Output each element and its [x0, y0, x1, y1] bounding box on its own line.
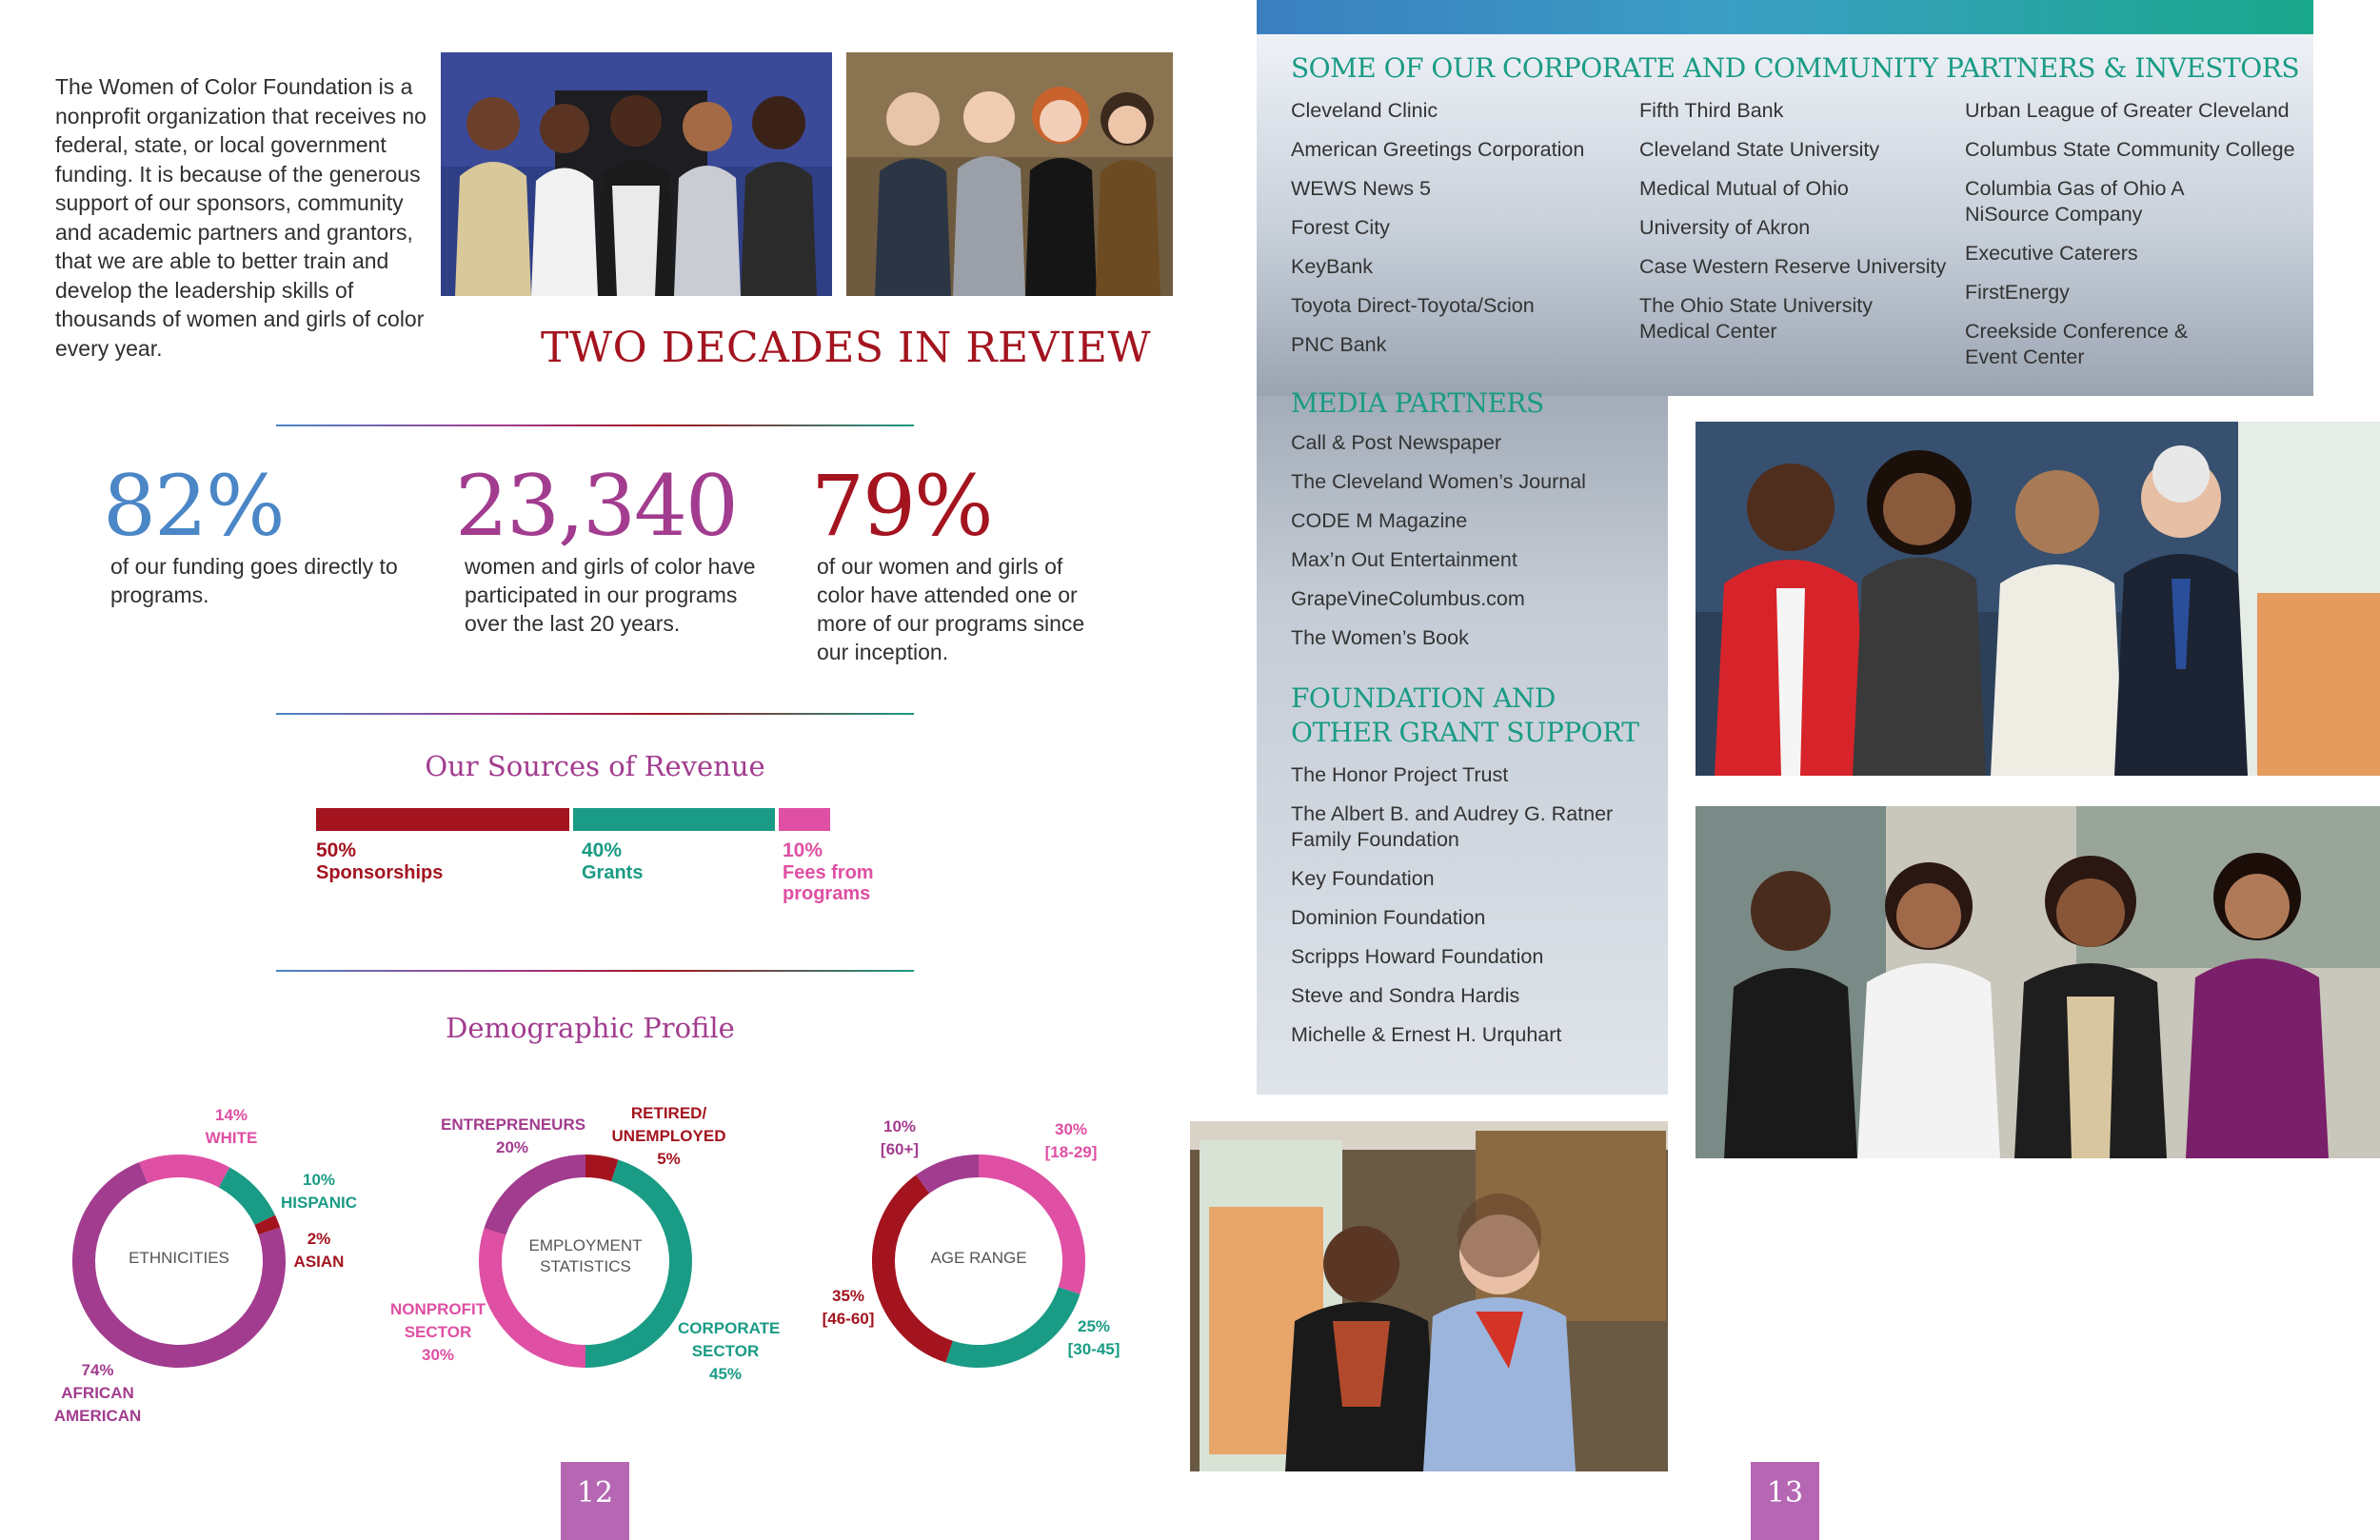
revenue-label-sponsorships — [316, 839, 468, 883]
partner-item: Case Western Reserve University — [1639, 255, 1947, 278]
partner-item: Cleveland State University — [1639, 138, 1880, 161]
ethnicities-center-label: ETHNICITIES — [129, 1249, 229, 1267]
photo-four-people-red-jacket — [1696, 422, 2380, 776]
foundation-heading: FOUNDATION AND OTHER GRANT SUPPORT — [1291, 682, 1639, 748]
revenue-label: Sponsorships — [316, 862, 444, 883]
foundation-item: Michelle & Ernest H. Urquhart — [1291, 1023, 1562, 1046]
stat-funding-text: of our funding goes directly to programs. — [110, 554, 398, 607]
partner-item: FirstEnergy — [1965, 281, 2070, 304]
foundation-item: Steve and Sondra Hardis — [1291, 984, 1520, 1007]
stat-attended-value: 79% — [811, 457, 992, 555]
eth-label-white: 14% WHITE — [205, 1106, 258, 1147]
divider-1 — [276, 424, 914, 426]
age-center-label: AGE RANGE — [930, 1249, 1027, 1267]
donut-age-slice-1 — [949, 1291, 1069, 1356]
stat-funding-value: 82% — [103, 457, 284, 555]
partner-item: American Greetings Corporation — [1291, 138, 1585, 161]
partner-item: Forest City — [1291, 216, 1390, 239]
foundation-item: Dominion Foundation — [1291, 906, 1486, 929]
stat-participants-text: women and girls of color have participated in our programs over the last 20 years. — [465, 554, 756, 636]
foundation-item: Key Foundation — [1291, 867, 1435, 890]
partners-heading: SOME OF OUR CORPORATE AND COMMUNITY PARTNERS & INVESTORS — [1291, 52, 2299, 84]
media-heading: MEDIA PARTNERS — [1291, 387, 1544, 419]
foundation-item: The Albert B. and Audrey G. Ratner Family Foundation — [1291, 802, 1614, 851]
revenue-bar-fees — [779, 808, 830, 831]
partners-col-3 — [1965, 98, 2308, 384]
partner-item: Urban League of Greater Cleveland — [1965, 99, 2290, 122]
revenue-bar-grants — [573, 808, 775, 831]
stat-attended-text: of our women and girls of color have attended one or more of our programs since our inception. — [817, 554, 1085, 664]
revenue-label: Fees from programs — [783, 862, 874, 904]
age-label-30-45: 25% [30-45] — [1067, 1317, 1121, 1358]
partners-col-2 — [1639, 98, 1954, 358]
partner-item: KeyBank — [1291, 255, 1374, 278]
stat-attended — [811, 457, 1125, 666]
donut-age-slice-0 — [979, 1166, 1074, 1291]
media-item: CODE M Magazine — [1291, 509, 1468, 532]
page-number-left: 12 — [561, 1462, 629, 1540]
donut-eth-slice-0 — [144, 1166, 225, 1177]
donut-eth-slice-1 — [225, 1177, 266, 1220]
stat-participants-value: 23,340 — [455, 457, 737, 555]
donut-emp-slice-0 — [495, 1166, 585, 1232]
age-label-46-60: 35% [46-60] — [822, 1287, 875, 1328]
partner-item: WEWS News 5 — [1291, 177, 1431, 200]
revenue-bar — [316, 808, 830, 831]
demographic-title: Demographic Profile — [446, 1012, 735, 1044]
age-label-60plus: 10% [60+] — [880, 1117, 920, 1158]
media-item: GrapeVineColumbus.com — [1291, 587, 1525, 610]
age-label-18-29: 30% [18-29] — [1044, 1120, 1098, 1161]
revenue-label-fees — [783, 839, 887, 904]
partner-item: Cleveland Clinic — [1291, 99, 1438, 122]
partner-item: Medical Mutual of Ohio — [1639, 177, 1849, 200]
stat-funding — [103, 457, 407, 609]
photo-four-women-indoor — [1696, 806, 2380, 1158]
photo-two-women-banner — [1190, 1121, 1668, 1471]
partner-item: Creekside Conference & Event Center — [1965, 320, 2189, 368]
photo-group-four-women — [846, 52, 1173, 296]
partners-col-1 — [1291, 98, 1624, 371]
foundation-list — [1291, 762, 1653, 1061]
foundation-item: The Honor Project Trust — [1291, 763, 1509, 786]
emp-label-nonprofit: NONPROFIT SECTOR 30% — [390, 1300, 486, 1364]
partner-item: PNC Bank — [1291, 333, 1387, 356]
partner-item: Executive Caterers — [1965, 242, 2138, 265]
media-item: Call & Post Newspaper — [1291, 431, 1502, 454]
eth-label-hispanic: 10% HISPANIC — [281, 1171, 357, 1212]
partner-item: Fifth Third Bank — [1639, 99, 1784, 122]
eth-label-african-american: 74% AFRICAN AMERICAN — [53, 1361, 142, 1425]
stat-participants — [455, 457, 769, 638]
emp-label-entrepreneurs: ENTREPRENEURS 20% — [441, 1116, 586, 1156]
top-color-bar — [1257, 0, 2313, 34]
divider-3 — [276, 970, 914, 972]
divider-2 — [276, 713, 914, 715]
partner-item: University of Akron — [1639, 216, 1811, 239]
employment-center-label: EMPLOYMENT STATISTICS — [528, 1236, 643, 1275]
revenue-title: Our Sources of Revenue — [425, 750, 765, 782]
revenue-label: Grants — [582, 862, 644, 883]
revenue-pct: 10% — [783, 839, 823, 861]
revenue-pct: 40% — [582, 839, 623, 861]
emp-label-corporate: CORPORATE SECTOR 45% — [678, 1319, 781, 1383]
page-number-right: 13 — [1751, 1462, 1819, 1540]
partner-item: Columbia Gas of Ohio A NiSource Company — [1965, 177, 2184, 226]
photo-group-five-women — [441, 52, 832, 296]
page-title: TWO DECADES IN REVIEW — [541, 324, 1152, 372]
partner-item: The Ohio State University Medical Center — [1639, 294, 1873, 343]
donut-eth-slice-2 — [265, 1220, 269, 1232]
panel-notch — [1668, 396, 2380, 415]
donut-age-slice-3 — [922, 1166, 979, 1184]
emp-label-retired: RETIRED/ UNEMPLOYED 5% — [611, 1104, 726, 1168]
media-item: The Cleveland Women’s Journal — [1291, 470, 1586, 493]
media-item: The Women’s Book — [1291, 626, 1469, 649]
revenue-pct: 50% — [316, 839, 357, 861]
partner-item: Toyota Direct-Toyota/Scion — [1291, 294, 1535, 317]
revenue-label-grants — [582, 839, 715, 883]
intro-paragraph: The Women of Color Foundation is a nonprofit organization that receives no federal, state, or local government funding. It is because of the generous support of our sponsors, community and academic partners and grantors, that we are able to better train and develop the leadership skills of thousands of women and girls of color every year. — [55, 74, 426, 361]
media-item: Max’n Out Entertainment — [1291, 548, 1517, 571]
media-list — [1291, 430, 1662, 664]
eth-label-asian: 2% ASIAN — [293, 1230, 345, 1271]
revenue-bar-sponsorships — [316, 808, 569, 831]
partner-item: Columbus State Community College — [1965, 138, 2295, 161]
foundation-item: Scripps Howard Foundation — [1291, 945, 1544, 968]
